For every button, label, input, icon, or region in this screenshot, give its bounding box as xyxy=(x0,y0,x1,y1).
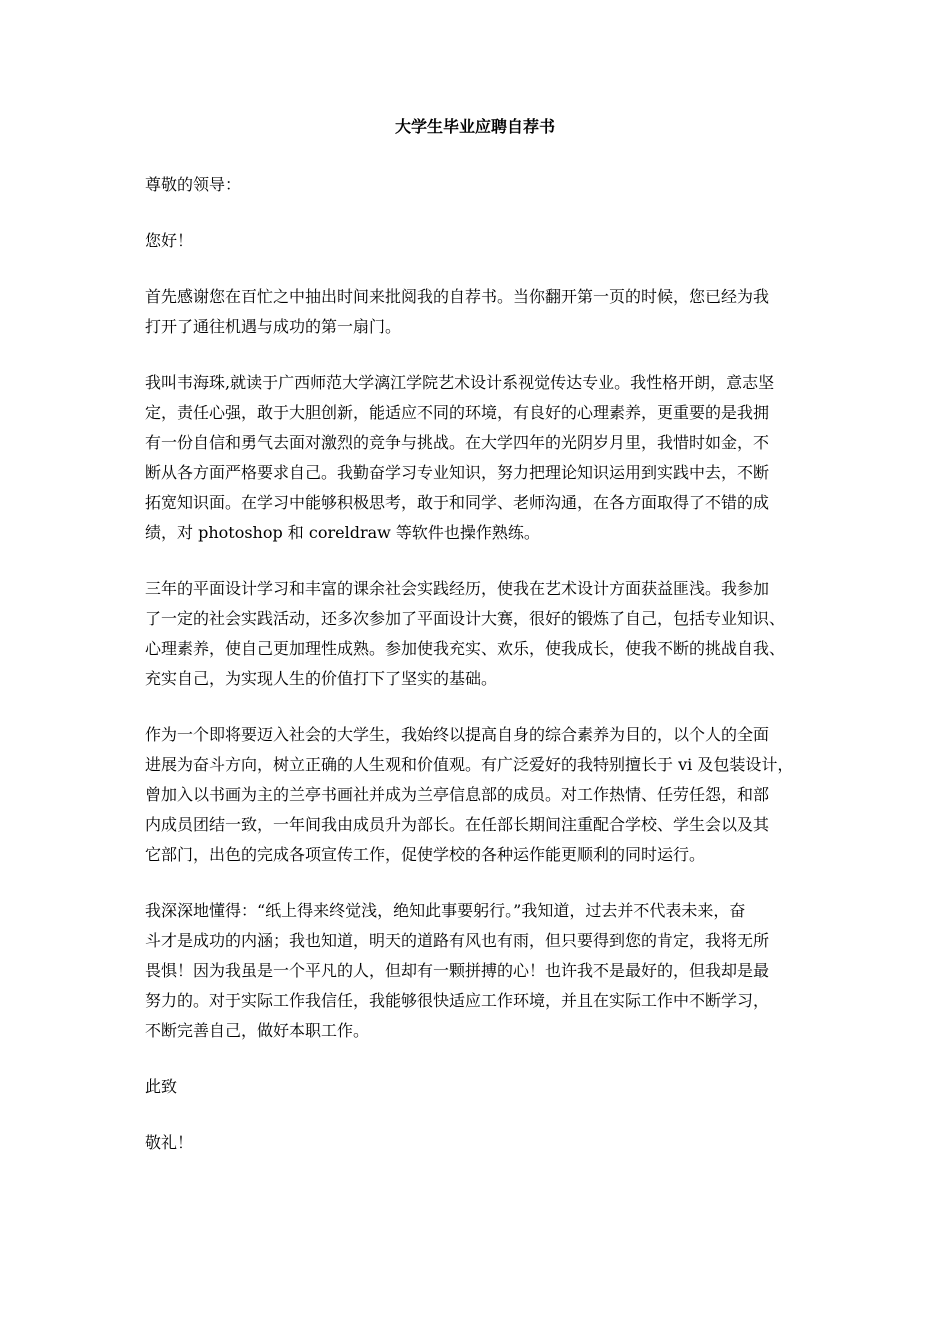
text-line: 我叫韦海珠,就读于广西师范大学漓江学院艺术设计系视觉传达专业。我性格开朗，意志坚 xyxy=(145,373,775,392)
document-body xyxy=(145,170,807,1184)
text-line: 首先感谢您在百忙之中抽出时间来批阅我的自荐书。当你翻开第一页的时候，您已经为我 xyxy=(145,287,770,306)
text-line: 三年的平面设计学习和丰富的课余社会实践经历，使我在艺术设计方面获益匪浅。我参加 xyxy=(145,579,770,598)
text-line: 打开了通往机遇与成功的第一扇门。 xyxy=(145,317,402,336)
document-title: 大学生毕业应聘自荐书 xyxy=(394,117,555,136)
closing-phrase xyxy=(145,1072,807,1102)
text-line: 定，责任心强，敢于大胆创新，能适应不同的环境，有良好的心理素养，更重要的是我拥 xyxy=(145,403,770,422)
text-line: 此致 xyxy=(145,1077,178,1096)
text-line: 有一份自信和勇气去面对激烈的竞争与挑战。在大学四年的光阴岁月里，我惜时如金，不 xyxy=(145,433,770,452)
text-line: 拓宽知识面。在学习中能够积极思考，敢于和同学、老师沟通，在各方面取得了不错的成 xyxy=(145,493,770,512)
intro-paragraph xyxy=(145,282,807,342)
text-line: 进展为奋斗方向，树立正确的人生观和价值观。有广泛爱好的我特别擅长于 vi 及包装设计， xyxy=(145,755,794,774)
text-line: 心理素养，使自己更加理性成熟。参加使我充实、欢乐，使我成长，使我不断的挑战自我、 xyxy=(145,639,786,658)
text-line: 充实自己，为实现人生的价值打下了坚实的基础。 xyxy=(145,669,498,688)
text-line: 它部门，出色的完成各项宣传工作，促使学校的各种运作能更顺利的同时运行。 xyxy=(145,845,706,864)
text-line: 断从各方面严格要求自己。我勤奋学习专业知识，努力把理论知识运用到实践中去，不断 xyxy=(145,463,770,482)
text-line: 尊敬的领导： xyxy=(145,175,242,194)
salutation xyxy=(145,170,807,200)
text-line: 努力的。对于实际工作我信任，我能够很快适应工作环境，并且在实际工作中不断学习， xyxy=(145,991,770,1010)
text-line: 我深深地懂得：“纸上得来终觉浅，绝知此事要躬行。”我知道，过去并不代表未来，奋 xyxy=(145,901,746,920)
text-line: 了一定的社会实践活动，还多次参加了平面设计大赛，很好的锻炼了自己，包括专业知识、 xyxy=(145,609,786,628)
text-line: 绩，对 photoshop 和 coreldraw 等软件也操作熟练。 xyxy=(145,523,540,542)
text-line: 斗才是成功的内涵；我也知道，明天的道路有风也有雨，但只要得到您的肯定，我将无所 xyxy=(145,931,770,950)
text-line: 曾加入以书画为主的兰亭书画社并成为兰亭信息部的成员。对工作热情、任劳任怨，和部 xyxy=(145,785,770,804)
self-introduction-paragraph xyxy=(145,368,807,548)
experience-paragraph xyxy=(145,574,807,694)
commitment-paragraph xyxy=(145,896,807,1046)
text-line: 作为一个即将要迈入社会的大学生，我始终以提高自身的综合素养为目的，以个人的全面 xyxy=(145,725,770,744)
closing-regards xyxy=(145,1128,807,1158)
greeting xyxy=(145,226,807,256)
text-line: 畏惧！因为我虽是一个平凡的人，但却有一颗拼搏的心！也许我不是最好的，但我却是最 xyxy=(145,961,770,980)
text-line: 敬礼！ xyxy=(145,1133,194,1152)
text-line: 内成员团结一致，一年间我由成员升为部长。在任部长期间注重配合学校、学生会以及其 xyxy=(145,815,770,834)
text-line: 不断完善自己，做好本职工作。 xyxy=(145,1021,370,1040)
activities-paragraph xyxy=(145,720,807,870)
text-line: 您好！ xyxy=(145,231,194,250)
